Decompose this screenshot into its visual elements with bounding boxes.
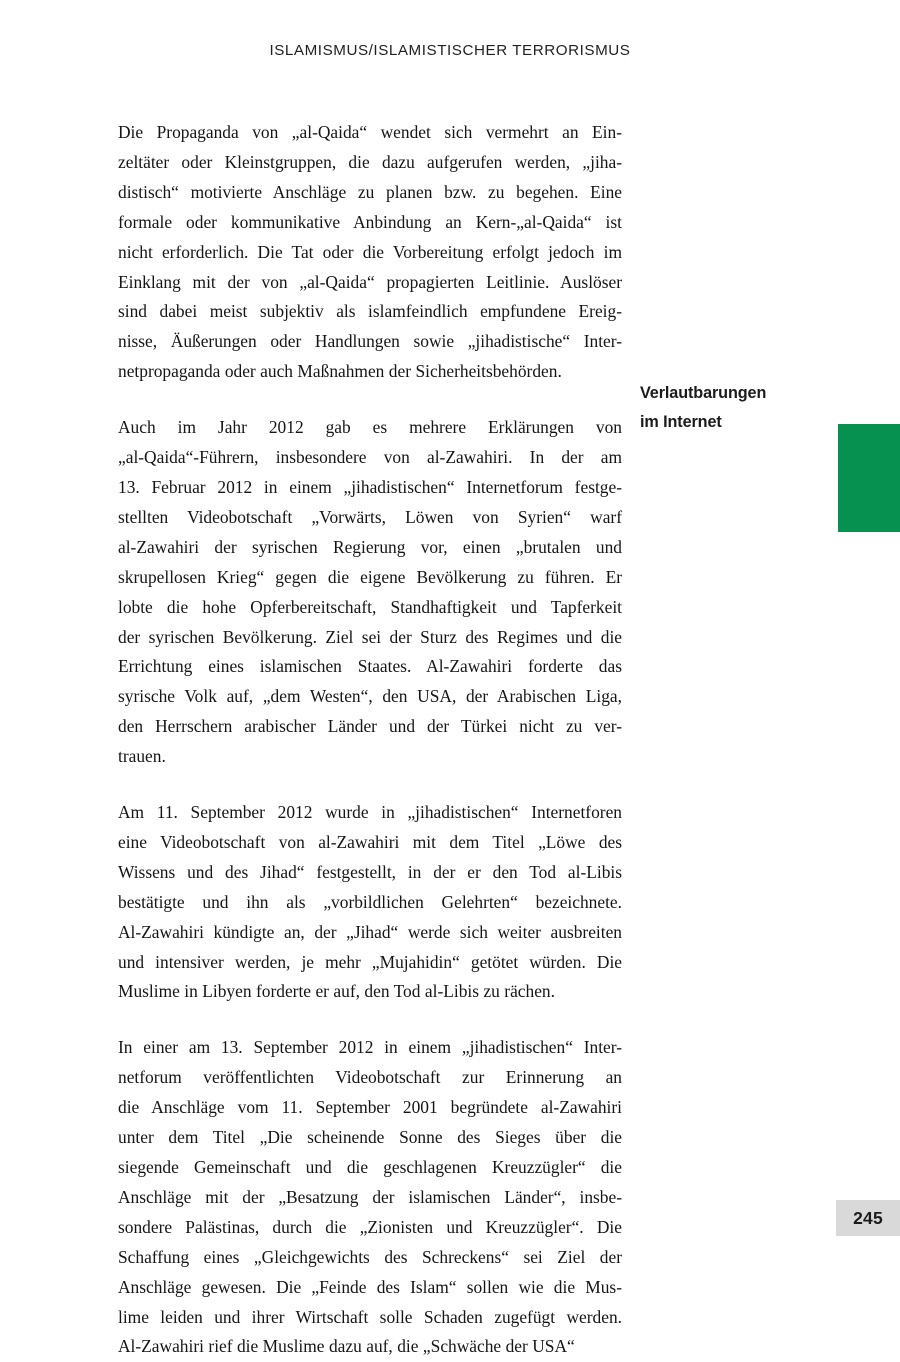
margin-note-line-1: Verlautbarungen [640,384,767,402]
text-line: nisse, Äußerungen oder Handlungen sowie „jihadistische“ Inter- [118,331,622,352]
text-line: trauen. [118,746,166,767]
text-line: Einklang mit der von „al-Qaida“ propagierten Leitlinie. Auslöser [118,271,622,292]
text-line: Errichtung eines islamischen Staates. Al-Zawahiri forderte das [118,656,622,677]
text-line: al-Zawahiri der syrischen Regierung vor, einen „brutalen und [118,536,622,557]
text-line: bestätigte und ihn als „vorbildlichen Gelehrten“ bezeichnete. [118,891,622,912]
text-line: eine Videobotschaft von al-Zawahiri mit dem Titel „Löwe des [118,831,622,852]
text-line: die Anschläge vom 11. September 2001 begründete al-Zawahiri [118,1097,622,1118]
text-line: stellten Videobotschaft „Vorwärts, Löwen von Syrien“ warf [118,506,622,527]
section-color-tab [838,424,900,532]
text-line: skrupellosen Krieg“ gegen die eigene Bevölkerung zu führen. Er [118,566,622,587]
text-line: Die Propaganda von „al-Qaida“ wendet sich vermehrt an Ein- [118,122,622,142]
paragraph-2 [118,413,622,772]
text-line: Anschläge gewesen. Die „Feinde des Islam“ sollen wie die Mus- [118,1276,622,1297]
margin-note-line-2: im Internet [640,413,722,432]
text-line: der syrischen Bevölkerung. Ziel sei der Sturz des Regimes und die [118,626,622,647]
text-line: lime leiden und ihrer Wirtschaft solle Schaden zugefügt werden. [118,1306,622,1327]
text-line: Al-Zawahiri rief die Muslime dazu auf, die „Schwäche der USA“ [118,1336,575,1357]
text-line: Auch im Jahr 2012 gab es mehrere Erklärungen von [118,417,622,438]
text-line: lobte die hohe Opferbereitschaft, Standhaftigkeit und Tapferkeit [118,596,622,617]
text-line: sondere Palästinas, durch die „Zionisten und Kreuzzügler“. Die [118,1216,622,1237]
text-line: Am 11. September 2012 wurde in „jihadistischen“ Internetforen [118,802,622,823]
text-line: den Herrschern arabischer Länder und der Türkei nicht zu ver- [118,716,622,737]
text-line: nicht erforderlich. Die Tat oder die Vorbereitung erfolgt jedoch im [118,241,622,262]
body-text-column [118,118,622,1362]
page-number-box [836,1200,900,1236]
text-line: sind dabei meist subjektiv als islamfeindlich empfundene Ereig- [118,301,622,322]
text-line: In einer am 13. September 2012 in einem „jihadistischen“ Inter- [118,1037,622,1058]
text-line: und intensiver werden, je mehr „Mujahidin“ getötet würden. Die [118,951,622,972]
text-line: Anschläge mit der „Besatzung der islamischen Länder“, insbe- [118,1186,622,1207]
text-line: Al-Zawahiri kündigte an, der „Jihad“ werde sich weiter ausbreiten [118,921,622,942]
text-line: Muslime in Libyen forderte er auf, den Tod al-Libis zu rächen. [118,981,555,1002]
margin-note [640,379,830,437]
paragraph-3 [118,798,622,1007]
text-line: 13. Februar 2012 in einem „jihadistischen“ Internetforum festge- [118,476,622,497]
text-line: „al-Qaida“-Führern, insbesondere von al-Zawahiri. In der am [118,447,622,468]
text-line: unter dem Titel „Die scheinende Sonne des Sieges über die [118,1127,622,1148]
text-line: distisch“ motivierte Anschläge zu planen bzw. zu begehen. Eine [118,181,622,202]
text-line: formale oder kommunikative Anbindung an Kern-„al-Qaida“ ist [118,211,622,232]
page-number: 245 [853,1207,883,1228]
paragraph-1 [118,118,622,387]
text-line: netpropaganda oder auch Maßnahmen der Sicherheitsbehörden. [118,361,562,382]
text-line: Wissens und des Jihad“ festgestellt, in der er den Tod al-Libis [118,861,622,882]
text-line: zeltäter oder Kleinstgruppen, die dazu aufgerufen werden, „jiha- [118,151,622,172]
text-line: Schaffung eines „Gleichgewichts des Schreckens“ sei Ziel der [118,1246,622,1267]
text-line: syrische Volk auf, „dem Westen“, den USA, der Arabischen Liga, [118,686,622,707]
running-head: ISLAMISMUS/ISLAMISTISCHER TERRORISMUS [269,42,631,59]
text-line: siegende Gemeinschaft und die geschlagenen Kreuzzügler“ die [118,1157,622,1177]
paragraph-4 [118,1033,622,1362]
text-line: netforum veröffentlichten Videobotschaft zur Erinnerung an [118,1067,622,1088]
